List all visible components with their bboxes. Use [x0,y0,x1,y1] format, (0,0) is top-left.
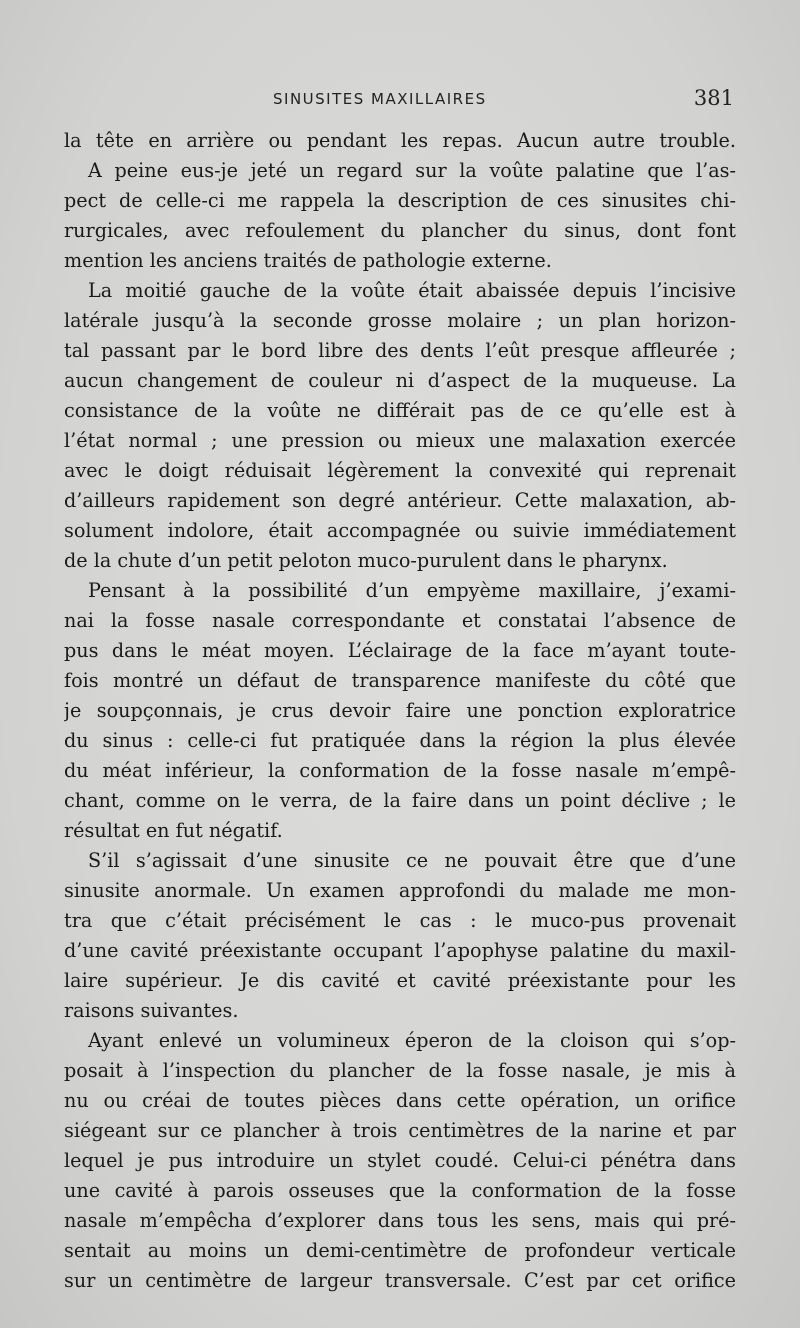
text-line: Pensant à la possibilité d’un empyème maxillaire, j’exami- [88,579,736,602]
text-line: aucun changement de couleur ni d’aspect de la muqueuse. La [64,369,736,392]
text-line: A peine eus-je jeté un regard sur la voûte palatine que l’as- [88,159,736,182]
page-header [60,86,740,116]
text-line: de la chute d’un petit peloton muco-purulent dans le pharynx. [64,549,668,572]
text-line: mention les anciens traités de pathologie externe. [64,249,552,272]
text-line: sinusite anormale. Un examen approfondi du malade me mon- [64,879,736,902]
text-line: laire supérieur. Je dis cavité et cavité préexistante pour les [64,969,736,992]
text-line: nai la fosse nasale correspondante et constatai l’absence de [64,609,736,632]
text-line: latérale jusqu’à la seconde grosse molaire ; un plan horizon- [64,309,736,332]
text-line: rurgicales, avec refoulement du plancher du sinus, dont font [64,219,736,242]
text-line: nasale m’empêcha d’explorer dans tous les sens, mais qui pré- [64,1209,736,1232]
text-line: d’une cavité préexistante occupant l’apophyse palatine du maxil- [64,939,736,962]
text-line: l’état normal ; une pression ou mieux une malaxation exercée [64,429,736,452]
text-line: Ayant enlevé un volumineux éperon de la cloison qui s’op- [88,1029,736,1052]
text-line: sur un centimètre de largeur transversale. C’est par cet orifice [64,1269,736,1292]
text-line: nu ou créai de toutes pièces dans cette opération, un orifice [64,1089,736,1112]
page-number: 381 [693,86,734,110]
text-line: solument indolore, était accompagnée ou suivie immédiatement [64,519,736,542]
text-line: avec le doigt réduisait légèrement la convexité qui reprenait [64,459,736,482]
text-line: consistance de la voûte ne différait pas de ce qu’elle est à [64,399,736,422]
text-line: sentait au moins un demi-centimètre de profondeur verticale [64,1239,736,1262]
text-line: pect de celle-ci me rappela la description de ces sinusites chi- [64,189,736,212]
text-line: je soupçonnais, je crus devoir faire une ponction exploratrice [64,699,736,722]
body-text [64,126,736,1296]
text-line: tra que c’était précisément le cas : le muco-pus provenait [64,909,736,932]
text-line: tal passant par le bord libre des dents l’eût presque affleurée ; [64,339,736,362]
text-line: posait à l’inspection du plancher de la fosse nasale, je mis à [64,1059,736,1082]
text-line: du sinus : celle-ci fut pratiquée dans la région la plus élevée [64,729,736,752]
text-line: S’il s’agissait d’une sinusite ce ne pouvait être que d’une [88,849,736,872]
text-line: lequel je pus introduire un stylet coudé. Celui-ci pénétra dans [64,1149,736,1172]
text-line: résultat en fut négatif. [64,819,283,842]
text-line: d’ailleurs rapidement son degré antérieur. Cette malaxation, ab- [64,489,736,512]
running-title: SINUSITES MAXILLAIRES [273,90,487,108]
text-line: une cavité à parois osseuses que la conformation de la fosse [64,1179,736,1202]
text-line: fois montré un défaut de transparence manifeste du côté que [64,669,736,692]
text-line: chant, comme on le verra, de la faire dans un point déclive ; le [64,789,736,812]
text-line: La moitié gauche de la voûte était abaissée depuis l’incisive [88,279,736,302]
text-line: la tête en arrière ou pendant les repas. Aucun autre trouble. [64,129,736,152]
text-line: pus dans le méat moyen. L’éclairage de la face m’ayant toute- [64,639,736,662]
text-line: du méat inférieur, la conformation de la fosse nasale m’empê- [64,759,736,782]
text-line: raisons suivantes. [64,999,239,1022]
text-line: siégeant sur ce plancher à trois centimètres de la narine et par [64,1119,736,1142]
